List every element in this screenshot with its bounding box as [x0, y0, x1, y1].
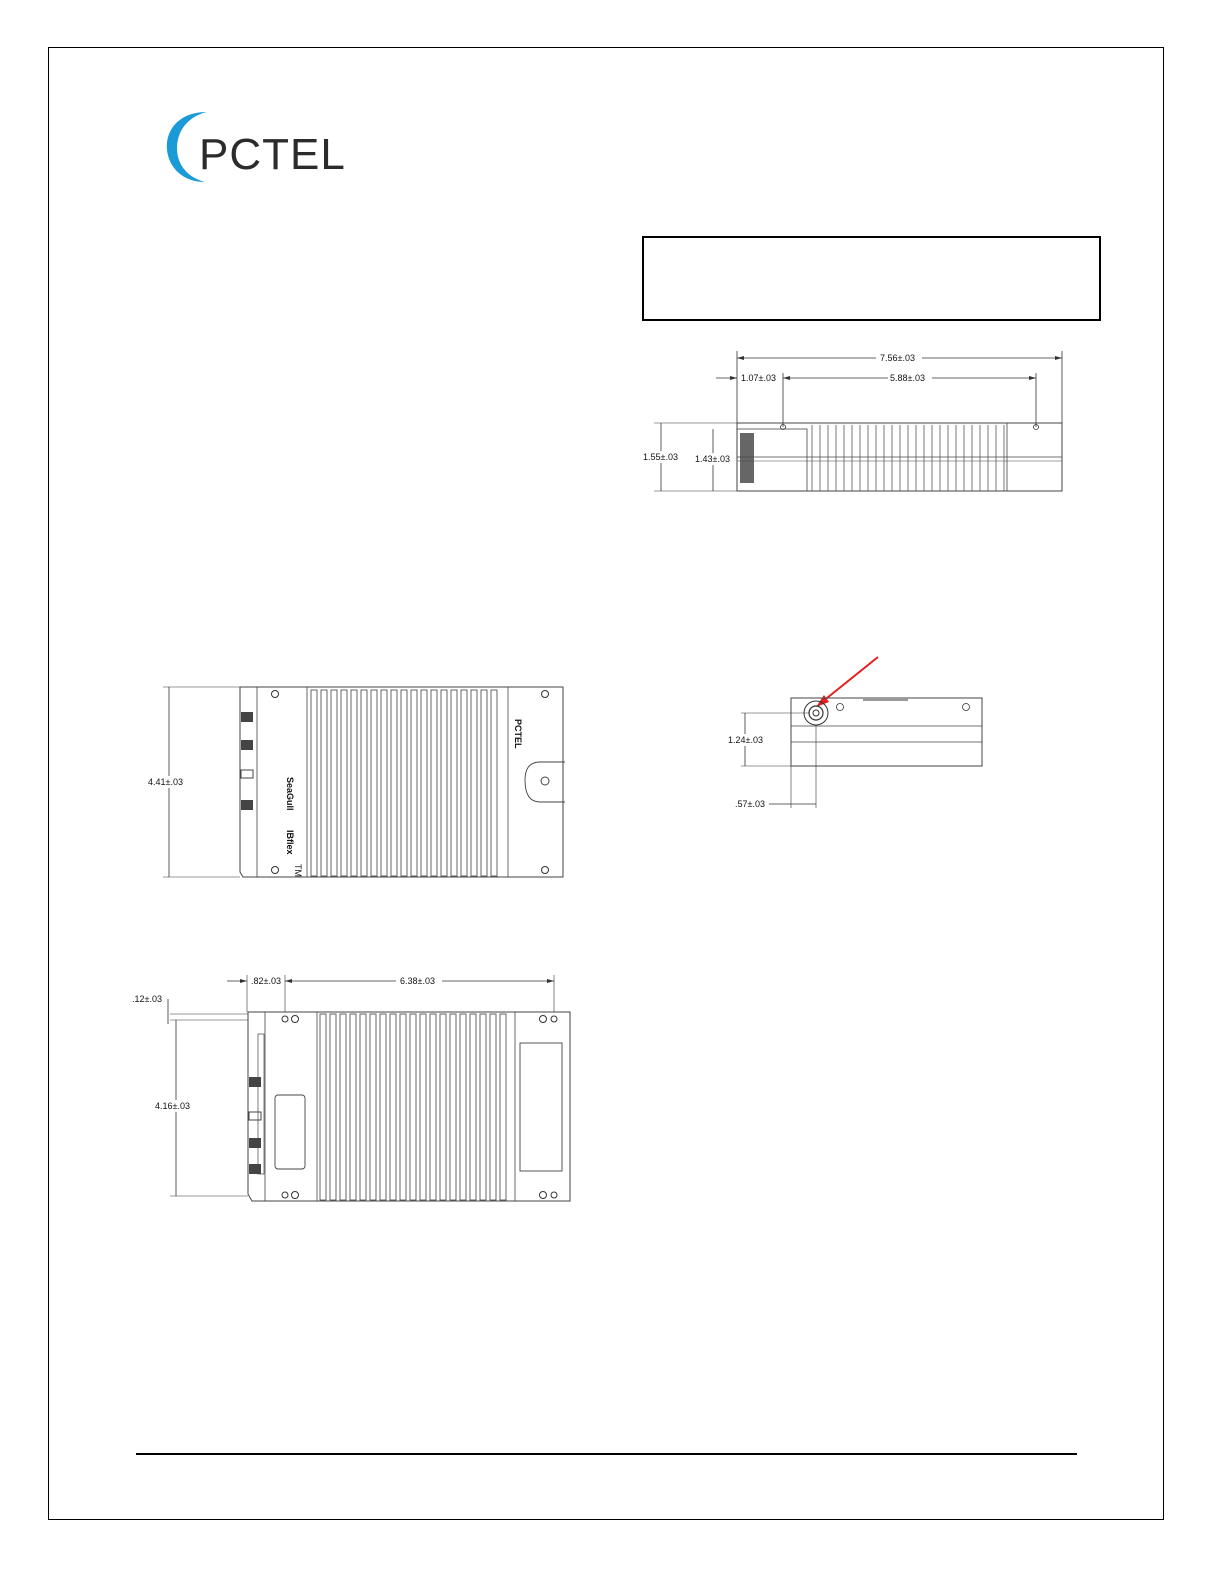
- side-view-drawing: [640, 345, 1070, 505]
- top-label-product: SeaGull: [285, 777, 295, 811]
- top-label-tm: TM: [293, 864, 303, 877]
- top-label-brand: PCTEL: [513, 719, 523, 749]
- overall-length-label: 7.56±.03: [880, 353, 915, 363]
- flange-offset-label: .82±.03: [251, 976, 281, 986]
- title-box: [642, 236, 1101, 321]
- bottom-view-drawing: [130, 972, 575, 1207]
- edge-offset-label: .12±.03: [132, 994, 162, 1004]
- height-inner-label: 1.43±.03: [695, 454, 730, 464]
- footer-rule: [136, 1453, 1077, 1455]
- mount-offset-label: 1.07±.03: [741, 373, 776, 383]
- logo-text: PCTEL: [199, 130, 346, 179]
- end-view-drawing: [725, 650, 990, 815]
- top-view-drawing: [145, 682, 575, 884]
- height-outer-label: 1.55±.03: [643, 452, 678, 462]
- pctel-logo: [165, 108, 375, 188]
- top-label-model: IBflex: [285, 830, 295, 855]
- hole-spacing-label: 5.88±.03: [890, 373, 925, 383]
- hole-span-label: 6.38±.03: [400, 976, 435, 986]
- connector-offset-label: .57±.03: [735, 799, 765, 809]
- width-label: 4.41±.03: [148, 777, 183, 787]
- connector-arrow: [822, 657, 878, 702]
- connector-height-label: 1.24±.03: [728, 735, 763, 745]
- hole-height-label: 4.16±.03: [155, 1101, 190, 1111]
